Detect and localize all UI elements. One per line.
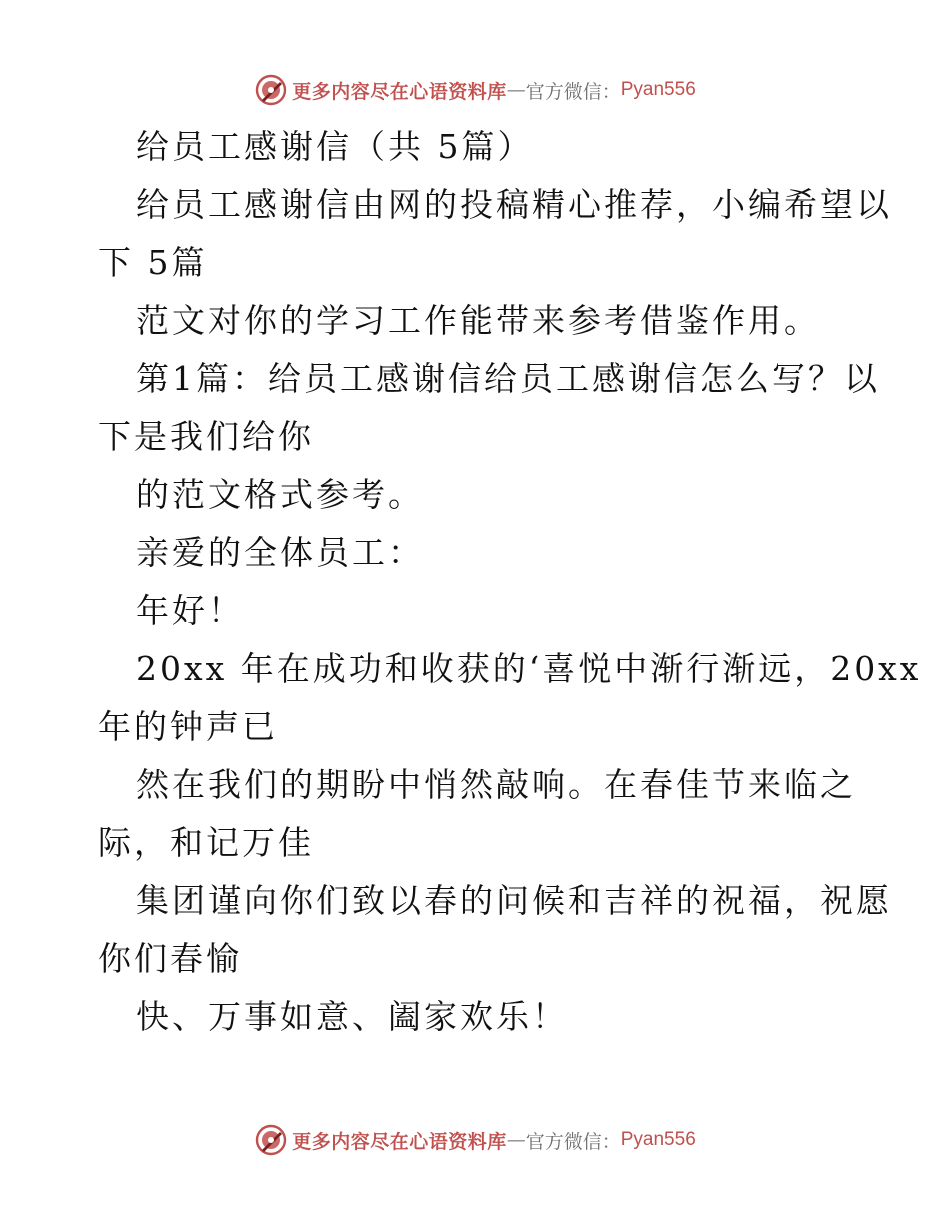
doc-line: 第1篇：给员工感谢信给员工感谢信怎么写？以 <box>136 359 880 398</box>
doc-line: 快、万事如意、阖家欢乐！ <box>136 997 568 1036</box>
watermark-contact-id: Pyan556 <box>620 79 696 100</box>
watermark-brand-text: 更多内容尽在心语资料库 <box>292 1130 507 1153</box>
document-body <box>98 118 922 1046</box>
watermark-contact-label: 官方微信： <box>525 1130 621 1153</box>
doc-line: 给员工感谢信由网的投稿精心推荐，小编希望以 <box>136 185 892 224</box>
watermark-separator: — <box>506 79 526 101</box>
doc-line: 际，和记万佳 <box>98 823 314 862</box>
doc-line: 年好！ <box>136 591 244 630</box>
watermark-separator: — <box>506 1129 526 1151</box>
doc-line: 然在我们的期盼中悄然敲响。在春佳节来临之 <box>136 765 856 804</box>
quill-seal-icon <box>254 73 288 107</box>
doc-line: 你们春愉 <box>98 939 242 978</box>
doc-line: 的范文格式参考。 <box>136 475 424 514</box>
doc-line: 集团谨向你们致以春的问候和吉祥的祝福，祝愿 <box>136 881 892 920</box>
watermark-contact-label: 官方微信： <box>525 80 621 103</box>
doc-line: 下是我们给你 <box>98 417 314 456</box>
header-watermark <box>0 70 950 110</box>
doc-line: 给员工感谢信（共 5篇） <box>136 127 534 166</box>
doc-line: 亲爱的全体员工： <box>136 533 424 572</box>
doc-line: 20xx 年在成功和收获的‘喜悦中渐行渐远，20xx <box>136 649 922 688</box>
doc-line: 范文对你的学习工作能带来参考借鉴作用。 <box>136 301 820 340</box>
watermark-brand-text: 更多内容尽在心语资料库 <box>292 80 507 103</box>
quill-seal-icon <box>254 1123 288 1157</box>
watermark-contact-id: Pyan556 <box>620 1129 696 1150</box>
footer-watermark <box>0 1120 950 1160</box>
doc-line: 下 5篇 <box>98 243 208 282</box>
doc-line: 年的钟声已 <box>98 707 278 746</box>
